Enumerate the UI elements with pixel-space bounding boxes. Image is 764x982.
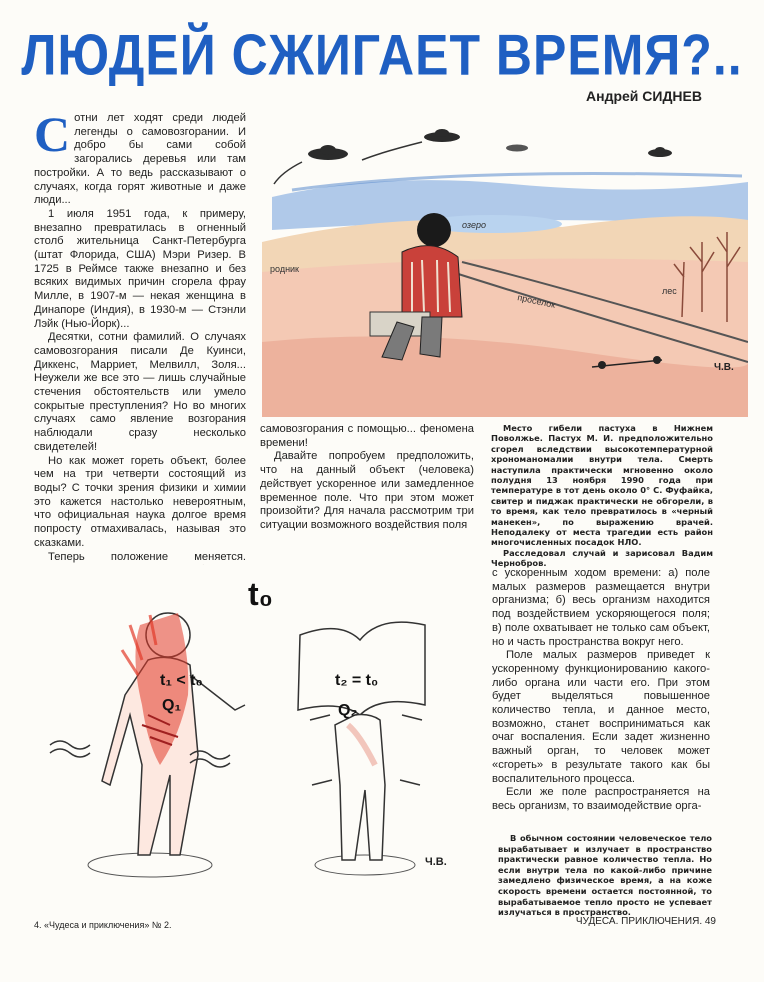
ufo-icon — [506, 145, 528, 152]
paragraph-1 — [34, 106, 246, 208]
forest-label: лес — [662, 286, 677, 296]
top-illustration-signature: Ч.В. — [714, 362, 734, 373]
caption-text: Место гибели пастуха в Нижнем Поволжье. Пастух М. И. предположительно сгорел вследствии высокотемпературной хрономаномалии внутри тела. Смерть наступила практически мгновенно около полудня 13 ноября 1990 года при температуре в тот день около 0° С. Фуфайка, свитер и пиджак практически не обгорели, в то время, как тело превратилось в «черный манекен», по выражению врачей. Неподалеку от места трагедии есть район многочисленных посадок НЛО. — [491, 423, 713, 548]
paragraph-7: Давайте попробуем предположить, что на данный объект (человека) действует ускоренное или замедленное временное поле. Что при этом может произойти? Для начала рассмотрим три ситуации возможного воздействия поля — [260, 450, 474, 531]
spring-label: родник — [270, 264, 299, 274]
drop-cap: С — [34, 106, 71, 162]
road-label: проселок — [516, 292, 557, 310]
text-column-1 — [34, 106, 246, 592]
landscape-illustration — [262, 112, 748, 417]
paragraph-4: Но как может гореть объект, более чем на три четверти состоящий из воды? С точки зрения физики и химии это кажется настолько невероятным, что официальная наука долгое время попросту отмахивалась, называя это сказками. — [34, 454, 246, 549]
paragraph-10: Если же поле распространяется на весь организм, то взаимодействие орга- — [492, 786, 710, 812]
paragraph-8: с ускоренным ходом времени: а) поле малых размеров размещается внутри организма; б) весь организм находится под воздействием ускоряющегося поля; в) поле охватывает не только сам объект, но и часть пространства вокруг него. — [492, 567, 710, 648]
t0-label: t₀ — [248, 576, 274, 612]
article-author: Андрей СИДНЕВ — [586, 88, 702, 104]
left-heat-label: Q₁ — [162, 697, 182, 714]
paragraph-5: Теперь положение меняется. — [48, 550, 246, 563]
sidebar-note: В обычном состоянии человеческое тело вырабатывает и излучает в пространство практически равное количество тепла. Но если внутри тела по какой-либо причине замедлено физическое время, а на коже скорость времени остается постоянной, то вырабатываемое тепло просто не успевает излучаться в пространство. — [498, 833, 712, 918]
time-field-illustration — [30, 565, 482, 885]
footer-right: ЧУДЕСА. ПРИКЛЮЧЕНИЯ. 49 — [575, 916, 716, 927]
text-column-2 — [260, 423, 474, 533]
caption-credit: Расследовал случай и зарисовал Вадим Чернобров. — [491, 547, 713, 569]
bottom-illustration-signature: Ч.В. — [425, 856, 447, 868]
paragraph-6: самовозгорания с помощью... феномена времени! — [260, 423, 474, 449]
footer-left: 4. «Чудеса и приключения» № 2. — [34, 920, 172, 930]
right-heat-label: Q₂ — [338, 702, 358, 719]
paragraph-3: Десятки, сотни фамилий. О случаях самовозгорания писали Де Куинси, Диккенс, Марриет, Мелвилл, Золя... Неужели же все это — лишь случайные стечения обстоятельств или умело сокрытые преступления? Но во многих случаях само явление возгорания наблюдали сразу несколько свидетелей! — [34, 331, 246, 453]
paragraph-1-text: отни лет ходят среди людей легенды о самовозгорании. И добро бы сами собой загорались деревья или там постройки. А то ведь рассказывают о случаях, когда горят животные и даже люди... — [34, 112, 246, 207]
paragraph-2: 1 июля 1951 года, к примеру, внезапно превратилась в огненный столб жительница Санкт-Петербурга (штат Флорида, США) Мэри Ризер. В 1725 в Реймсе также внезапно и без всяких видимых причин сгорела фрау Милле, в 1907-м — некая женщина в Динапоре (Индия), в 1930-м — Стэнли Лэйк (Нью-Йорк)... — [34, 207, 246, 330]
page-title: ЛЮДЕЙ СЖИГАЕТ ВРЕМЯ?.. — [21, 22, 743, 88]
paragraph-9: Поле малых размеров приведет к ускоренному функционированию какого-либо органа или части его. При этом будет выделяться повышенное количество тепла, и данное место, возможно, станет восприниматься как очаг воспаления. Если задет жизненно важный орган, то человек может «сгореть» в результате такого как бы воспалительного процесса. — [492, 649, 710, 785]
lake-label: озеро — [462, 220, 487, 230]
illustration-caption — [491, 423, 713, 569]
text-column-4 — [492, 567, 710, 814]
right-time-label: t₂ = t₀ — [335, 672, 379, 689]
left-time-label: t₁ < t₀ — [160, 672, 203, 689]
